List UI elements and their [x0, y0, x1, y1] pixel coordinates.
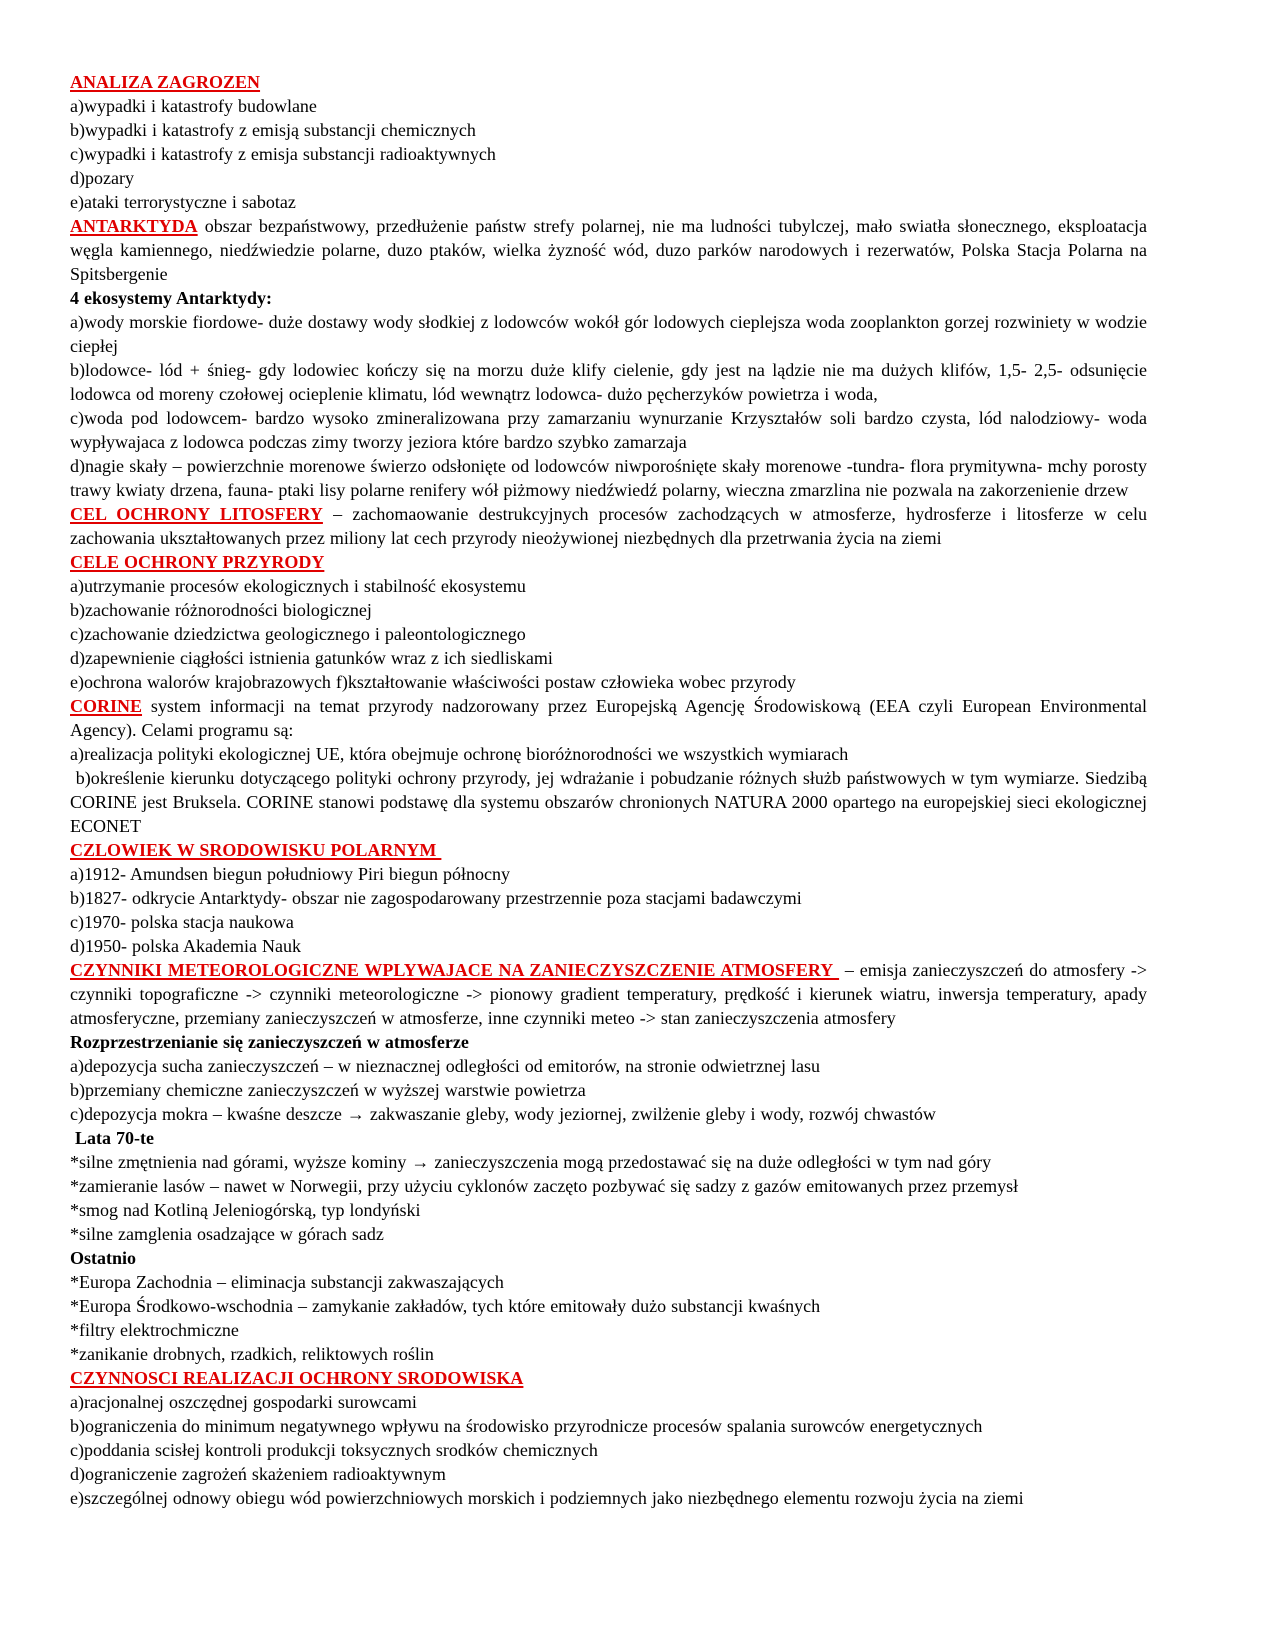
text-run: c)poddania scisłej kontroli produkcji toksycznych srodków chemicznych [70, 1440, 598, 1460]
text-run: *Europa Środkowo-wschodnia – zamykanie zakładów, tych które emitowały dużo substancji kwaśnych [70, 1296, 821, 1316]
paragraph [70, 1126, 1147, 1150]
text-run: b)ograniczenia do minimum negatywnego wpływu na środowisko przyrodnicze procesów spalania surowców energetycznych [70, 1416, 983, 1436]
text-run: system informacji na temat przyrody nadzorowany przez Europejską Agencję Środowiskową (EEA czyli European Environmental Agency). Celami programu są: [70, 696, 1147, 740]
paragraph [70, 1462, 1147, 1486]
paragraph [70, 646, 1147, 670]
paragraph [70, 214, 1147, 286]
paragraph [70, 1438, 1147, 1462]
section-heading: CELE OCHRONY PRZYRODY [70, 552, 325, 572]
paragraph [70, 910, 1147, 934]
text-run: d)zapewnienie ciągłości istnienia gatunków wraz z ich siedliskami [70, 648, 553, 668]
text-run: b)1827- odkrycie Antarktydy- obszar nie zagospodarowany przestrzennie poza stacjami badawczymi [70, 888, 802, 908]
paragraph [70, 70, 1147, 94]
text-run: – emisja zanieczyszczeń do atmosfery -> czynniki topograficzne -> czynniki meteorologiczne -> pionowy gradient temperatury, prędkość i kierunek wiatru, inwersja temperatury, apady atmosferyczne, przemiany zanieczyszczeń w atmosferze, inne czynniki meteo -> stan zanieczyszczenia atmosfery [70, 960, 1147, 1028]
paragraph [70, 1102, 1147, 1126]
paragraph [70, 118, 1147, 142]
paragraph [70, 1222, 1147, 1246]
text-run: c)zachowanie dziedzictwa geologicznego i paleontologicznego [70, 624, 526, 644]
paragraph [70, 862, 1147, 886]
text-run: c)woda pod lodowcem- bardzo wysoko zmineralizowana przy zamarzaniu wynurzanie Krzyształów soli bardzo czysta, lód nalodziowy- woda wypływajaca z lodowca podczas zimy tworzy jeziora które bardzo szybko zamarzaja [70, 408, 1147, 452]
text-run: e)ochrona walorów krajobrazowych f)kształtowanie właściwości postaw człowieka wobec przyrody [70, 672, 796, 692]
text-run: d)nagie skały – powierzchnie morenowe świerzo odsłonięte od lodowców niwporośnięte skały morenowe -tundra- flora prymitywna- mchy porosty trawy kwiaty drzena, fauna- ptaki lisy polarne renifery wół piżmowy niedźwiedź polarny, wieczna zmarzlina nie pozwala na zakorzenienie drzew [70, 456, 1147, 500]
paragraph [70, 766, 1147, 838]
text-run: a)realizacja polityki ekologicznej UE, która obejmuje ochronę bioróżnorodności we wszystkich wymiarach [70, 744, 849, 764]
paragraph [70, 598, 1147, 622]
paragraph [70, 502, 1147, 550]
section-heading: CORINE [70, 696, 143, 716]
paragraph [70, 1318, 1147, 1342]
paragraph [70, 1246, 1147, 1270]
section-heading: ANALIZA ZAGROZEN [70, 72, 261, 92]
text-run: Lata 70-te [70, 1128, 154, 1148]
paragraph [70, 1414, 1147, 1438]
paragraph [70, 358, 1147, 406]
paragraph [70, 1342, 1147, 1366]
paragraph [70, 694, 1147, 742]
paragraph [70, 1486, 1147, 1510]
text-run: *silne zmętnienia nad górami, wyższe kominy → zanieczyszczenia mogą przedostawać się na duże odległości w tym nad góry [70, 1152, 992, 1172]
paragraph [70, 622, 1147, 646]
text-run: c)depozycja mokra – kwaśne deszcze → zakwaszanie gleby, wody jeziornej, zwilżenie gleby i wody, rozwój chwastów [70, 1104, 936, 1124]
paragraph [70, 1054, 1147, 1078]
paragraph [70, 1198, 1147, 1222]
text-run: b)zachowanie różnorodności biologicznej [70, 600, 372, 620]
text-run: a)wypadki i katastrofy budowlane [70, 96, 317, 116]
paragraph [70, 406, 1147, 454]
text-run: *Europa Zachodnia – eliminacja substancji zakwaszających [70, 1272, 504, 1292]
paragraph [70, 454, 1147, 502]
paragraph [70, 190, 1147, 214]
paragraph [70, 142, 1147, 166]
text-run: a)depozycja sucha zanieczyszczeń – w nieznacznej odległości od emitorów, na stronie odwietrznej lasu [70, 1056, 821, 1076]
paragraph [70, 574, 1147, 598]
text-run: e)ataki terrorystyczne i sabotaz [70, 192, 296, 212]
paragraph [70, 166, 1147, 190]
paragraph [70, 1174, 1147, 1198]
text-run: *silne zamglenia osadzające w górach sadz [70, 1224, 384, 1244]
paragraph [70, 934, 1147, 958]
document-body [70, 70, 1147, 1510]
text-run: 4 ekosystemy Antarktydy: [70, 288, 272, 308]
section-heading: CZYNNOSCI REALIZACJI OCHRONY SRODOWISKA [70, 1368, 524, 1388]
paragraph [70, 94, 1147, 118]
paragraph [70, 886, 1147, 910]
paragraph [70, 1150, 1147, 1174]
text-run: – zachomaowanie destrukcyjnych procesów zachodzących w atmosferze, hydrosferze i litosferze w celu zachowania ukształtowanych przez miliony lat cech przyrody nieożywionej niezbędnych dla przetrwania życia na ziemi [70, 504, 1148, 548]
paragraph [70, 670, 1147, 694]
paragraph [70, 1078, 1147, 1102]
paragraph [70, 550, 1147, 574]
text-run: a)racjonalnej oszczędnej gospodarki surowcami [70, 1392, 417, 1412]
section-heading: CZYNNIKI METEOROLOGICZNE WPLYWAJACE NA ZANIECZYSZCZENIE ATMOSFERY [70, 960, 840, 980]
text-run: b)przemiany chemiczne zanieczyszczeń w wyższej warstwie powietrza [70, 1080, 586, 1100]
text-run: b)określenie kierunku dotyczącego polityki ochrony przyrody, jej wdrażanie i pobudzanie różnych służb państwowych w tym wymiarze. Siedzibą CORINE jest Bruksela. CORINE stanowi podstawę dla systemu obszarów chronionych NATURA 2000 opartego na europejskiej sieci ekologicznej ECONET [70, 768, 1147, 836]
text-run: Rozprzestrzenianie się zanieczyszczeń w atmosferze [70, 1032, 469, 1052]
text-run: *zanikanie drobnych, rzadkich, reliktowych roślin [70, 1344, 434, 1364]
paragraph [70, 742, 1147, 766]
paragraph [70, 1030, 1147, 1054]
text-run: a)1912- Amundsen biegun południowy Piri biegun północny [70, 864, 510, 884]
paragraph [70, 1366, 1147, 1390]
paragraph [70, 286, 1147, 310]
paragraph [70, 958, 1147, 1030]
text-run: Ostatnio [70, 1248, 137, 1268]
section-heading: ANTARKTYDA [70, 216, 198, 236]
text-run: b)wypadki i katastrofy z emisją substancji chemicznych [70, 120, 476, 140]
paragraph [70, 1270, 1147, 1294]
text-run: c)wypadki i katastrofy z emisja substancji radioaktywnych [70, 144, 496, 164]
paragraph [70, 1294, 1147, 1318]
text-run: *smog nad Kotliną Jeleniogórską, typ londyński [70, 1200, 421, 1220]
text-run: c)1970- polska stacja naukowa [70, 912, 294, 932]
section-heading: CZLOWIEK W SRODOWISKU POLARNYM [70, 840, 442, 860]
text-run: *filtry elektrochmiczne [70, 1320, 239, 1340]
text-run: d)ograniczenie zagrożeń skażeniem radioaktywnym [70, 1464, 446, 1484]
text-run: obszar bezpaństwowy, przedłużenie państw strefy polarnej, nie ma ludności tubylczej, mało swiatła słonecznego, eksploatacja węgla kamiennego, niedźwiedzie polarne, duzo ptaków, wielka żyzność wód, duzo parków narodowych i rezerwatów, Polska Stacja Polarna na Spitsbergenie [70, 216, 1147, 284]
text-run: e)szczególnej odnowy obiegu wód powierzchniowych morskich i podziemnych jako niezbędnego elementu rozwoju życia na ziemi [70, 1488, 1024, 1508]
text-run: a)utrzymanie procesów ekologicznych i stabilność ekosystemu [70, 576, 526, 596]
section-heading: CEL OCHRONY LITOSFERY [70, 504, 323, 524]
text-run: *zamieranie lasów – nawet w Norwegii, przy użyciu cyklonów zaczęto pozbywać się sadzy z gazów emitowanych przez przemysł [70, 1176, 1019, 1196]
paragraph [70, 1390, 1147, 1414]
text-run: a)wody morskie fiordowe- duże dostawy wody słodkiej z lodowców wokół gór lodowych cieplejsza woda zooplankton gorzej rozwiniety w wodzie ciepłej [70, 312, 1147, 356]
paragraph [70, 310, 1147, 358]
paragraph [70, 838, 1147, 862]
text-run: b)lodowce- lód + śnieg- gdy lodowiec kończy się na morzu duże klify cielenie, gdy jest na lądzie nie ma dużych klifów, 1,5- 2,5- odsunięcie lodowca od moreny czołowej ocieplenie klimatu, lód wewnątrz lodowca- dużo pęcherzyków powietrza i woda, [70, 360, 1147, 404]
text-run: d)1950- polska Akademia Nauk [70, 936, 301, 956]
text-run: d)pozary [70, 168, 134, 188]
